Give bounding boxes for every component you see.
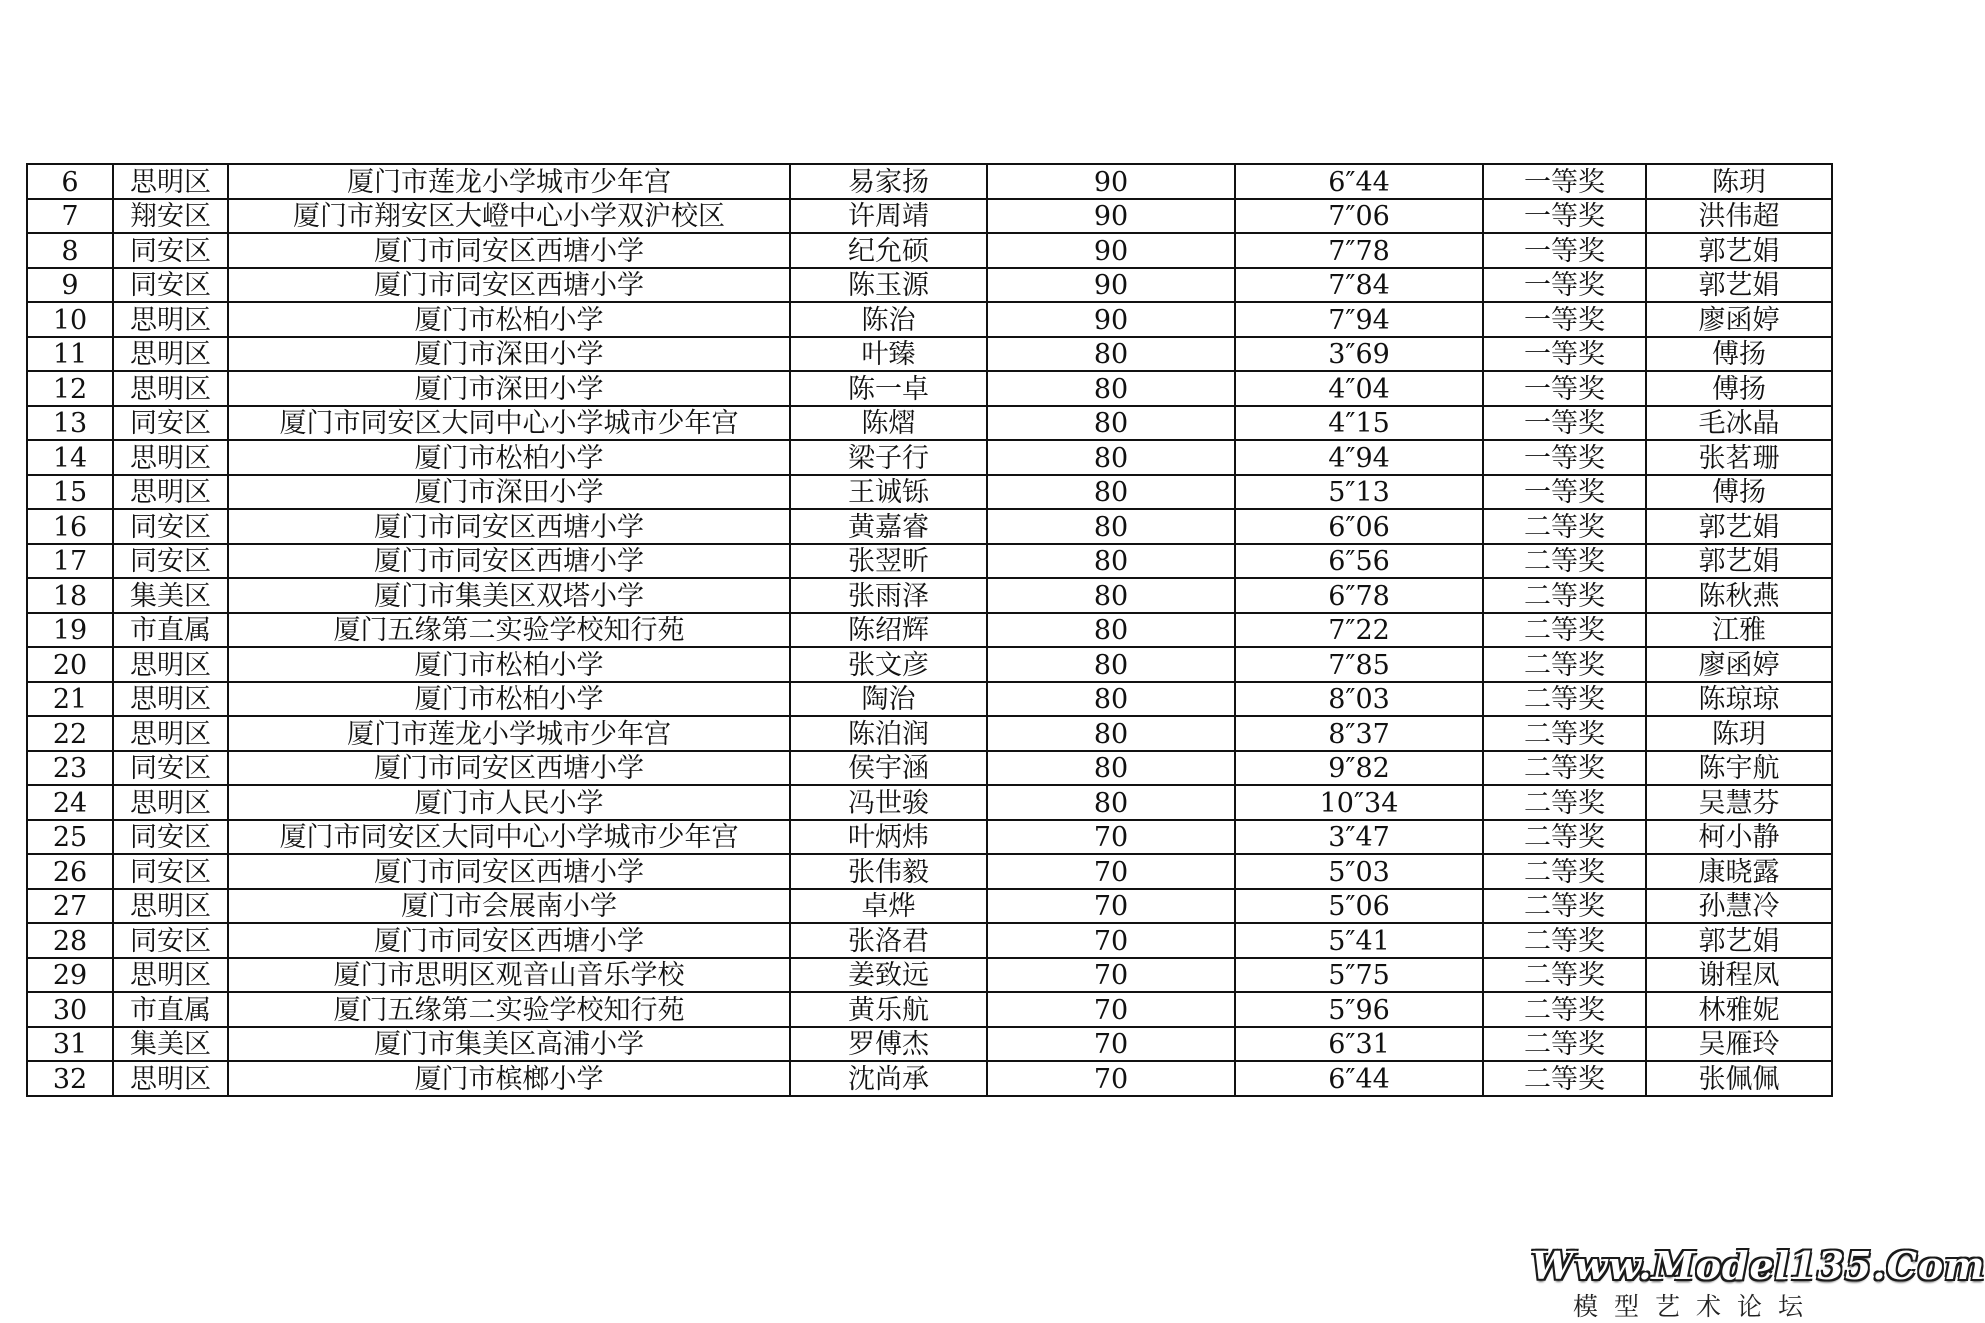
district-cell: 同安区: [113, 854, 228, 889]
teacher-cell: 孙慧冷: [1646, 889, 1832, 924]
student-cell: 叶炳炜: [790, 820, 987, 855]
district-cell: 同安区: [113, 544, 228, 579]
teacher-cell: 毛冰晶: [1646, 406, 1832, 441]
school-cell: 厦门市同安区西塘小学: [228, 509, 790, 544]
score-cell: 70: [987, 1027, 1235, 1062]
student-cell: 陈泊润: [790, 716, 987, 751]
district-cell: 思明区: [113, 440, 228, 475]
score-cell: 70: [987, 992, 1235, 1027]
table-row: [27, 233, 1832, 268]
teacher-cell: 陈秋燕: [1646, 578, 1832, 613]
teacher-cell: 郭艺娟: [1646, 268, 1832, 303]
teacher-cell: 林雅妮: [1646, 992, 1832, 1027]
school-cell: 厦门市槟榔小学: [228, 1061, 790, 1096]
time-cell: 3″69: [1235, 337, 1483, 372]
score-cell: 70: [987, 958, 1235, 993]
time-cell: 7″85: [1235, 647, 1483, 682]
table-row: [27, 440, 1832, 475]
award-cell: 二等奖: [1483, 820, 1646, 855]
district-cell: 思明区: [113, 371, 228, 406]
student-cell: 陈玉源: [790, 268, 987, 303]
table-row: [27, 371, 1832, 406]
time-cell: 5″03: [1235, 854, 1483, 889]
student-cell: 易家扬: [790, 164, 987, 199]
score-cell: 80: [987, 716, 1235, 751]
school-cell: 厦门市深田小学: [228, 475, 790, 510]
score-cell: 80: [987, 647, 1235, 682]
district-cell: 同安区: [113, 820, 228, 855]
award-cell: 二等奖: [1483, 578, 1646, 613]
student-cell: 张翌昕: [790, 544, 987, 579]
teacher-cell: 吴慧芬: [1646, 785, 1832, 820]
score-cell: 70: [987, 923, 1235, 958]
rank-cell: 15: [27, 475, 113, 510]
rank-cell: 12: [27, 371, 113, 406]
award-cell: 一等奖: [1483, 371, 1646, 406]
rank-cell: 22: [27, 716, 113, 751]
award-cell: 一等奖: [1483, 164, 1646, 199]
table-row: [27, 682, 1832, 717]
district-cell: 思明区: [113, 302, 228, 337]
district-cell: 同安区: [113, 233, 228, 268]
school-cell: 厦门市同安区西塘小学: [228, 854, 790, 889]
district-cell: 市直属: [113, 992, 228, 1027]
district-cell: 同安区: [113, 923, 228, 958]
rank-cell: 9: [27, 268, 113, 303]
teacher-cell: 傅扬: [1646, 371, 1832, 406]
table-row: [27, 475, 1832, 510]
score-cell: 80: [987, 475, 1235, 510]
time-cell: 7″78: [1235, 233, 1483, 268]
time-cell: 6″56: [1235, 544, 1483, 579]
award-cell: 一等奖: [1483, 302, 1646, 337]
student-cell: 纪允硕: [790, 233, 987, 268]
award-cell: 二等奖: [1483, 1061, 1646, 1096]
student-cell: 冯世骏: [790, 785, 987, 820]
rank-cell: 28: [27, 923, 113, 958]
district-cell: 思明区: [113, 716, 228, 751]
score-cell: 80: [987, 440, 1235, 475]
table-row: [27, 613, 1832, 648]
teacher-cell: 郭艺娟: [1646, 233, 1832, 268]
school-cell: 厦门市集美区高浦小学: [228, 1027, 790, 1062]
table-row: [27, 958, 1832, 993]
teacher-cell: 张佩佩: [1646, 1061, 1832, 1096]
district-cell: 思明区: [113, 164, 228, 199]
district-cell: 同安区: [113, 509, 228, 544]
teacher-cell: 傅扬: [1646, 337, 1832, 372]
award-cell: 二等奖: [1483, 889, 1646, 924]
award-cell: 一等奖: [1483, 337, 1646, 372]
student-cell: 陈熠: [790, 406, 987, 441]
award-cell: 一等奖: [1483, 440, 1646, 475]
teacher-cell: 谢程凤: [1646, 958, 1832, 993]
school-cell: 厦门市同安区大同中心小学城市少年宫: [228, 406, 790, 441]
time-cell: 5″13: [1235, 475, 1483, 510]
rank-cell: 29: [27, 958, 113, 993]
score-cell: 80: [987, 337, 1235, 372]
district-cell: 思明区: [113, 647, 228, 682]
award-cell: 二等奖: [1483, 923, 1646, 958]
score-cell: 90: [987, 268, 1235, 303]
table-row: [27, 716, 1832, 751]
award-cell: 二等奖: [1483, 992, 1646, 1027]
school-cell: 厦门市深田小学: [228, 371, 790, 406]
teacher-cell: 陈玥: [1646, 716, 1832, 751]
school-cell: 厦门市人民小学: [228, 785, 790, 820]
award-cell: 二等奖: [1483, 647, 1646, 682]
time-cell: 7″94: [1235, 302, 1483, 337]
score-cell: 70: [987, 820, 1235, 855]
rank-cell: 24: [27, 785, 113, 820]
school-cell: 厦门市会展南小学: [228, 889, 790, 924]
rank-cell: 30: [27, 992, 113, 1027]
score-cell: 90: [987, 199, 1235, 234]
rank-cell: 8: [27, 233, 113, 268]
time-cell: 4″94: [1235, 440, 1483, 475]
score-cell: 80: [987, 751, 1235, 786]
student-cell: 卓烨: [790, 889, 987, 924]
rank-cell: 20: [27, 647, 113, 682]
student-cell: 张雨泽: [790, 578, 987, 613]
teacher-cell: 傅扬: [1646, 475, 1832, 510]
student-cell: 黄乐航: [790, 992, 987, 1027]
table-row: [27, 889, 1832, 924]
school-cell: 厦门市翔安区大嶝中心小学双沪校区: [228, 199, 790, 234]
award-cell: 一等奖: [1483, 475, 1646, 510]
rank-cell: 10: [27, 302, 113, 337]
school-cell: 厦门市同安区西塘小学: [228, 544, 790, 579]
table-row: [27, 337, 1832, 372]
time-cell: 5″41: [1235, 923, 1483, 958]
teacher-cell: 江雅: [1646, 613, 1832, 648]
school-cell: 厦门市集美区双塔小学: [228, 578, 790, 613]
teacher-cell: 陈宇航: [1646, 751, 1832, 786]
student-cell: 姜致远: [790, 958, 987, 993]
table-row: [27, 164, 1832, 199]
student-cell: 张伟毅: [790, 854, 987, 889]
table-body: [27, 164, 1832, 1096]
table-row: [27, 1061, 1832, 1096]
table-row: [27, 544, 1832, 579]
table-row: [27, 854, 1832, 889]
table-row: [27, 992, 1832, 1027]
watermark-subtitle: 模型艺术论坛: [1572, 1292, 1819, 1321]
student-cell: 陶治: [790, 682, 987, 717]
score-cell: 80: [987, 578, 1235, 613]
score-cell: 70: [987, 889, 1235, 924]
time-cell: 3″47: [1235, 820, 1483, 855]
time-cell: 9″82: [1235, 751, 1483, 786]
time-cell: 6″06: [1235, 509, 1483, 544]
teacher-cell: 陈琼琼: [1646, 682, 1832, 717]
student-cell: 梁子行: [790, 440, 987, 475]
district-cell: 思明区: [113, 889, 228, 924]
rank-cell: 26: [27, 854, 113, 889]
award-cell: 二等奖: [1483, 682, 1646, 717]
student-cell: 陈绍辉: [790, 613, 987, 648]
student-cell: 沈尚承: [790, 1061, 987, 1096]
time-cell: 4″04: [1235, 371, 1483, 406]
score-cell: 80: [987, 371, 1235, 406]
school-cell: 厦门市松柏小学: [228, 302, 790, 337]
award-cell: 二等奖: [1483, 716, 1646, 751]
school-cell: 厦门市同安区西塘小学: [228, 268, 790, 303]
award-cell: 一等奖: [1483, 406, 1646, 441]
school-cell: 厦门市思明区观音山音乐学校: [228, 958, 790, 993]
table-row: [27, 923, 1832, 958]
rank-cell: 11: [27, 337, 113, 372]
rank-cell: 18: [27, 578, 113, 613]
teacher-cell: 康晓露: [1646, 854, 1832, 889]
score-cell: 90: [987, 302, 1235, 337]
student-cell: 许周靖: [790, 199, 987, 234]
award-cell: 二等奖: [1483, 751, 1646, 786]
time-cell: 6″78: [1235, 578, 1483, 613]
time-cell: 4″15: [1235, 406, 1483, 441]
teacher-cell: 陈玥: [1646, 164, 1832, 199]
district-cell: 思明区: [113, 1061, 228, 1096]
rank-cell: 31: [27, 1027, 113, 1062]
award-cell: 一等奖: [1483, 268, 1646, 303]
award-cell: 二等奖: [1483, 544, 1646, 579]
school-cell: 厦门市深田小学: [228, 337, 790, 372]
teacher-cell: 郭艺娟: [1646, 509, 1832, 544]
district-cell: 集美区: [113, 578, 228, 613]
score-cell: 80: [987, 785, 1235, 820]
table-row: [27, 647, 1832, 682]
school-cell: 厦门五缘第二实验学校知行苑: [228, 613, 790, 648]
table-row: [27, 268, 1832, 303]
teacher-cell: 廖函婷: [1646, 302, 1832, 337]
rank-cell: 16: [27, 509, 113, 544]
student-cell: 侯宇涵: [790, 751, 987, 786]
table-row: [27, 302, 1832, 337]
teacher-cell: 郭艺娟: [1646, 544, 1832, 579]
teacher-cell: 廖函婷: [1646, 647, 1832, 682]
rank-cell: 7: [27, 199, 113, 234]
teacher-cell: 张茗珊: [1646, 440, 1832, 475]
time-cell: 5″75: [1235, 958, 1483, 993]
rank-cell: 27: [27, 889, 113, 924]
school-cell: 厦门市莲龙小学城市少年宫: [228, 164, 790, 199]
score-cell: 80: [987, 406, 1235, 441]
district-cell: 集美区: [113, 1027, 228, 1062]
time-cell: 7″22: [1235, 613, 1483, 648]
student-cell: 张文彦: [790, 647, 987, 682]
teacher-cell: 洪伟超: [1646, 199, 1832, 234]
student-cell: 叶臻: [790, 337, 987, 372]
rank-cell: 25: [27, 820, 113, 855]
school-cell: 厦门市莲龙小学城市少年宫: [228, 716, 790, 751]
rank-cell: 13: [27, 406, 113, 441]
time-cell: 6″44: [1235, 164, 1483, 199]
student-cell: 王诚铄: [790, 475, 987, 510]
time-cell: 6″44: [1235, 1061, 1483, 1096]
award-cell: 一等奖: [1483, 199, 1646, 234]
time-cell: 8″37: [1235, 716, 1483, 751]
score-cell: 70: [987, 1061, 1235, 1096]
award-cell: 二等奖: [1483, 613, 1646, 648]
table-row: [27, 820, 1832, 855]
school-cell: 厦门市同安区西塘小学: [228, 923, 790, 958]
time-cell: 5″96: [1235, 992, 1483, 1027]
table-row: [27, 578, 1832, 613]
district-cell: 思明区: [113, 958, 228, 993]
student-cell: 黄嘉睿: [790, 509, 987, 544]
district-cell: 思明区: [113, 785, 228, 820]
teacher-cell: 郭艺娟: [1646, 923, 1832, 958]
district-cell: 思明区: [113, 337, 228, 372]
score-cell: 90: [987, 164, 1235, 199]
table-row: [27, 751, 1832, 786]
rank-cell: 6: [27, 164, 113, 199]
school-cell: 厦门市松柏小学: [228, 647, 790, 682]
district-cell: 市直属: [113, 613, 228, 648]
table-row: [27, 199, 1832, 234]
student-cell: 张洛君: [790, 923, 987, 958]
table-row: [27, 785, 1832, 820]
time-cell: 6″31: [1235, 1027, 1483, 1062]
award-cell: 二等奖: [1483, 785, 1646, 820]
school-cell: 厦门市松柏小学: [228, 440, 790, 475]
time-cell: 5″06: [1235, 889, 1483, 924]
score-cell: 80: [987, 682, 1235, 717]
teacher-cell: 柯小静: [1646, 820, 1832, 855]
district-cell: 思明区: [113, 475, 228, 510]
award-cell: 二等奖: [1483, 958, 1646, 993]
rank-cell: 17: [27, 544, 113, 579]
score-cell: 80: [987, 613, 1235, 648]
district-cell: 同安区: [113, 268, 228, 303]
teacher-cell: 吴雁玲: [1646, 1027, 1832, 1062]
rank-cell: 32: [27, 1061, 113, 1096]
school-cell: 厦门市松柏小学: [228, 682, 790, 717]
student-cell: 陈一卓: [790, 371, 987, 406]
award-cell: 二等奖: [1483, 1027, 1646, 1062]
school-cell: 厦门市同安区西塘小学: [228, 233, 790, 268]
student-cell: 陈治: [790, 302, 987, 337]
time-cell: 7″84: [1235, 268, 1483, 303]
school-cell: 厦门市同安区西塘小学: [228, 751, 790, 786]
site-watermark: [1531, 1243, 1985, 1322]
district-cell: 同安区: [113, 406, 228, 441]
award-cell: 一等奖: [1483, 233, 1646, 268]
table-row: [27, 1027, 1832, 1062]
score-cell: 80: [987, 544, 1235, 579]
score-cell: 70: [987, 854, 1235, 889]
rank-cell: 19: [27, 613, 113, 648]
rank-cell: 23: [27, 751, 113, 786]
rank-cell: 14: [27, 440, 113, 475]
table-row: [27, 509, 1832, 544]
award-cell: 二等奖: [1483, 509, 1646, 544]
table-row: [27, 406, 1832, 441]
time-cell: 8″03: [1235, 682, 1483, 717]
time-cell: 10″34: [1235, 785, 1483, 820]
time-cell: 7″06: [1235, 199, 1483, 234]
district-cell: 思明区: [113, 682, 228, 717]
school-cell: 厦门五缘第二实验学校知行苑: [228, 992, 790, 1027]
results-table: [26, 163, 1833, 1097]
watermark-url: Www.Model135.Com: [1531, 1243, 1985, 1288]
district-cell: 翔安区: [113, 199, 228, 234]
rank-cell: 21: [27, 682, 113, 717]
district-cell: 同安区: [113, 751, 228, 786]
score-cell: 90: [987, 233, 1235, 268]
score-cell: 80: [987, 509, 1235, 544]
award-cell: 二等奖: [1483, 854, 1646, 889]
student-cell: 罗傅杰: [790, 1027, 987, 1062]
school-cell: 厦门市同安区大同中心小学城市少年宫: [228, 820, 790, 855]
